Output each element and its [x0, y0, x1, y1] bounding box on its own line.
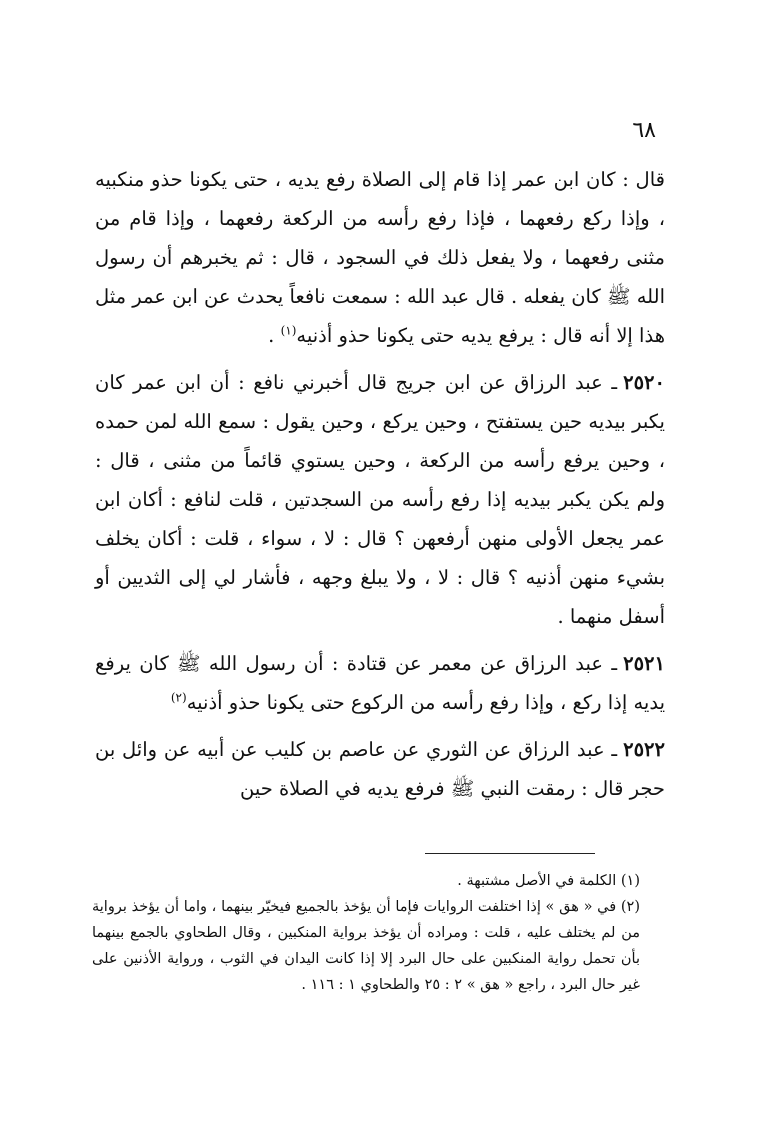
hadith-number: ٢٥٢١: [623, 652, 665, 675]
paragraph-text: ـ عبد الرزاق عن الثوري عن عاصم بن كليب عن أبيه عن وائل بن حجر قال : رمقت النبي ﷺ فرفع يديه في الصلاة حين: [95, 738, 665, 800]
footnote-2: (٢) في « هق » إذا اختلفت الروايات فإما أن يؤخذ بالجميع فيخيّر بينهما ، واما أن يؤخذ برواية من لم يختلف عليه ، قلت : ومراده أن يؤخذ برواية المنكبين ، وقال الطحاوي بالجمع بينهما بأن تحمل رواية المنكبين على حال البرد إلا إذا كانت اليدان في الثوب ، ورواية الأذنين على غير حال البرد ، راجع « هق » ٢ : ٢٥ والطحاوي ١ : ١١٦ .: [92, 899, 640, 993]
hadith-2522: [95, 730, 665, 808]
footnotes: [92, 868, 640, 998]
footnote-ref-1: (١): [280, 323, 297, 338]
hadith-2521: [95, 644, 665, 722]
hadith-number: ٢٥٢٢: [623, 738, 665, 761]
footnote-ref-2: (٢): [170, 690, 187, 705]
paragraph-tail: .: [268, 324, 281, 347]
paragraph-text: قال : كان ابن عمر إذا قام إلى الصلاة رفع يديه ، حتى يكونا حذو منكبيه ، وإذا ركع رفعهما ، فإذا رفع رأسه من الركعة رفعهما ، وإذا قام من مثنى رفعهما ، ولا يفعل ذلك في السجود ، قال : ثم يخبرهم أن رسول الله ﷺ كان يفعله . قال عبد الله : سمعت نافعاً يحدث عن ابن عمر مثل هذا إلا أنه قال : يرفع يديه حتى يكونا حذو أذنيه: [95, 168, 665, 347]
footnote-divider: [425, 853, 595, 854]
main-text: [95, 160, 665, 808]
footnote-1: (١) الكلمة في الأصل مشتبهة .: [457, 873, 640, 889]
paragraph-text: ـ عبد الرزاق عن معمر عن قتادة : أن رسول الله ﷺ كان يرفع يديه إذا ركع ، وإذا رفع رأسه من الركوع حتى يكونا حذو أذنيه: [95, 652, 665, 714]
hadith-number: ٢٥٢٠: [623, 371, 665, 394]
paragraph-text: ـ عبد الرزاق عن ابن جريج قال أخبرني نافع : أن ابن عمر كان يكبر بيديه حين يستفتح ، وحين يركع ، وحين يقول : سمع الله لمن حمده ، وحين يرفع رأسه من الركعة ، وحين يستوي قائماً من مثنى ، قال : ولم يكن يكبر بيديه إذا رفع رأسه من السجدتين ، قلت لنافع : أكان ابن عمر يجعل الأولى منهن أرفعهن ؟ قال : لا ، سواء ، قلت : أكان يخلف بشيء منهن أذنيه ؟ قال : لا ، ولا يبلغ وجهه ، فأشار لي إلى الثديين أو أسفل منهما .: [95, 371, 665, 628]
hadith-2520: [95, 363, 665, 636]
page-number: ٦٨: [632, 118, 656, 143]
paragraph-intro: [95, 160, 665, 355]
